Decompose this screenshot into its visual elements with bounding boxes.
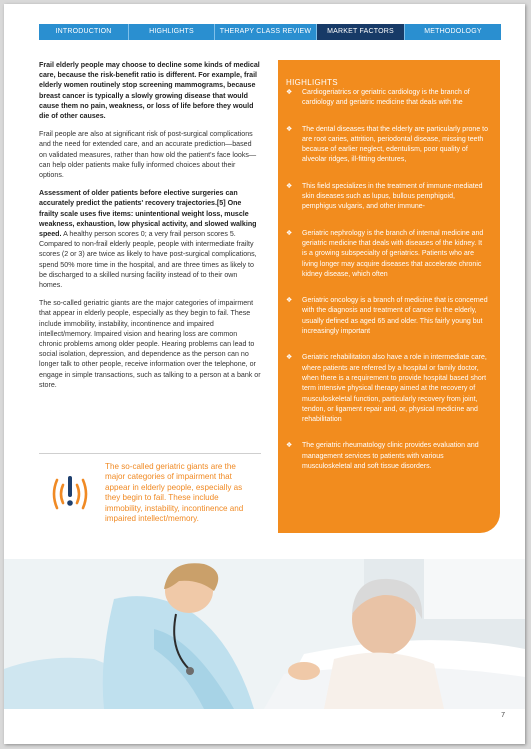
paragraph-geriatric-giants: The so-called geriatric giants are the major categories of impairment that appear in elderly people, especially as they begin to fail. These include immobility, instability, incontinence and impaired intellect/memory. Impaired vision and hearing loss are common chronic problems among older people. Hearing problems can lead to social isolation, depression, and dependence as the person can no longer talk to other people, receive information over the telephone, or engage in simple transactions, such as talking to a person at a bank or store.: [39, 299, 261, 389]
lead-paragraph: Frail elderly people may choose to decline some kinds of medical care, because the risk-benefit ratio is different. For example, frail elderly women routinely stop screening mammograms, because breast cancer is typically a slowly growing disease that would cause them no pain, weakness, or loss of life before they would die of other causes.: [39, 61, 260, 121]
divider: [39, 453, 261, 454]
section-nav: [39, 24, 501, 40]
main-text-column: [39, 60, 261, 398]
highlights-list: [286, 88, 488, 472]
document-page: [4, 4, 525, 744]
highlight-text: Geriatric oncology is a branch of medicine that is concerned with the diagnosis and treatment of cancer in the elderly, usually defined as aged 65 and older. This fairly young but increasingly important: [302, 297, 488, 336]
highlight-item: [286, 88, 488, 109]
highlights-box: [278, 60, 500, 533]
tab-methodology[interactable]: METHODOLOGY: [424, 28, 482, 35]
caregiver-patient-photo: [4, 559, 525, 709]
highlight-item: [286, 125, 488, 166]
tab-market-factors[interactable]: MARKET FACTORS: [317, 24, 405, 40]
diamond-bullet-icon: ❖: [286, 229, 293, 237]
paragraph-post-surgical: Frail people are also at significant risk of post-surgical complications and the need for extended care, and an accurate prediction—based on validated measures, rather than how old the patient's face looks—can help older patients make fully informed choices about their options.: [39, 130, 257, 180]
highlight-item: [286, 182, 488, 213]
highlights-title: HIGHLIGHTS: [286, 78, 338, 87]
diamond-bullet-icon: ❖: [286, 354, 293, 362]
tab-highlights[interactable]: HIGHLIGHTS: [129, 24, 215, 40]
highlight-text: The geriatric rheumatology clinic provides evaluation and management services to patients with various musculoskeletal and soft tissue disorders.: [302, 442, 479, 471]
photo-illustration: [4, 559, 525, 709]
highlight-text: Cardiogeriatrics or geriatric cardiology is the branch of cardiology and geriatric medicine that deals with the: [302, 89, 470, 107]
tab-introduction[interactable]: INTRODUCTION: [39, 24, 129, 40]
highlight-item: [286, 441, 488, 472]
tab-therapy-class-review[interactable]: THERAPY CLASS REVIEW: [215, 24, 317, 40]
highlight-text: This field specializes in the treatment of immune-mediated skin diseases such as lupus, bullous pemphigoid, pemphigus vulgaris, and other immune-: [302, 182, 483, 211]
diamond-bullet-icon: ❖: [286, 442, 293, 450]
highlight-item: [286, 229, 488, 280]
diamond-bullet-icon: ❖: [286, 182, 293, 190]
highlight-item: [286, 296, 488, 337]
highlight-item: [286, 353, 488, 425]
highlight-text: Geriatric nephrology is the branch of internal medicine and geriatric medicine that deals with diseases of the kidney. It is a growing subspecialty of geriatrics. Patients who are living longer may acquire diseases that accelerate chronic kidney disease, which often: [302, 229, 484, 278]
page-number: 7: [501, 712, 505, 719]
diamond-bullet-icon: ❖: [286, 297, 293, 305]
diamond-bullet-icon: ❖: [286, 89, 293, 96]
highlight-text: Geriatric rehabilitation also have a role in intermediate care, where patients are referred by a hospital or family doctor, when there is a requirement to provide hospital based short term intensive physical therapy aimed at the recovery of musculoskeletal function, particularly recovery from joint, tendon, or ligament repair and, or, physical medicine and rehabilitation: [302, 354, 487, 424]
assessment-bold-text: Assessment of older patients before elective surgeries can accurately predict the patients' recovery trajectories.[5] One frailty scale uses five items: unintentional weight loss, muscle weakness, exhaustion, low physical activity, and slowed walking speed.: [39, 189, 257, 239]
highlight-text: The dental diseases that the elderly are particularly prone to are root caries, attrition, periodontal disease, missing teeth because of earlier neglect, edentulism, poor quality of alveolar ridges, ill-fitting dentures,: [302, 125, 488, 164]
diamond-bullet-icon: ❖: [286, 125, 293, 133]
paragraph-assessment: [39, 188, 261, 290]
alert-signal-icon: [50, 470, 90, 518]
callout-quote: The so-called geriatric giants are the major categories of impairment that appear in elderly people, especially as they begin to fail. These include immobility, instability, incontinence and impaired intellect/memory.: [105, 462, 244, 524]
assessment-text: A healthy person scores 0; a very frail person scores 5. Compared to non-frail elderly people, people with intermediate frailty scores (2 or 3) are twice as likely to have post-surgical complications, spend 50% more time in the hospital, and are three times as likely to be discharged to a skilled nursing facility instead of to their own homes.: [39, 230, 257, 290]
